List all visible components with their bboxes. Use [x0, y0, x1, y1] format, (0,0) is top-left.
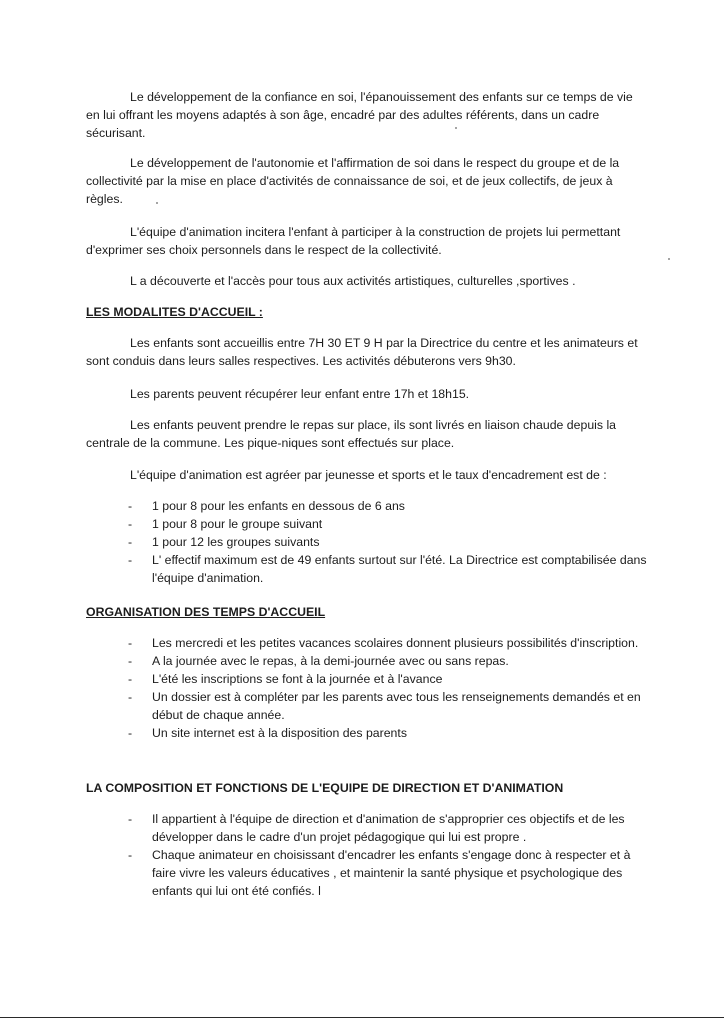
- modalites-paragraph-1: Les enfants sont accueillis entre 7H 30 ET 9 H par la Directrice du centre et les animateurs et sont conduis dans leurs salles respectives. Les activités débuterons vers 9h30.: [86, 336, 638, 368]
- scan-speck: [455, 127, 457, 129]
- section-heading-composition: LA COMPOSITION ET FONCTIONS DE L'EQUIPE DE DIRECTION ET D'ANIMATION: [86, 781, 564, 795]
- list-item: - 1 pour 8 pour les enfants en dessous de 6 ans: [128, 497, 648, 515]
- composition-list: [128, 810, 648, 900]
- list-item: - Un site internet est à la disposition des parents: [128, 724, 648, 742]
- section-heading-organisation: ORGANISATION DES TEMPS D'ACCUEIL: [86, 605, 326, 619]
- list-item: - L' effectif maximum est de 49 enfants surtout sur l'été. La Directrice est comptabilisée dans l'équipe d'animation.: [128, 551, 648, 587]
- intro-paragraph-4: L a découverte et l'accès pour tous aux activités artistiques, culturelles ,sportives .: [130, 274, 576, 288]
- list-item: - Les mercredi et les petites vacances scolaires donnent plusieurs possibilités d'inscription.: [128, 634, 648, 652]
- list-item: - 1 pour 8 pour le groupe suivant: [128, 515, 648, 533]
- list-item: - Il appartient à l'équipe de direction et d'animation de s'approprier ces objectifs et de les développer dans le cadre d'un projet pédagogique qui lui est propre .: [128, 810, 648, 846]
- intro-paragraph-2: Le développement de l'autonomie et l'affirmation de soi dans le respect du groupe et de la collectivité par la mise en place d'activités de connaissance de soi, et de jeux collectifs, de jeux à règles.: [86, 156, 620, 206]
- encadrement-list: [128, 497, 648, 587]
- modalites-paragraph-2: Les parents peuvent récupérer leur enfant entre 17h et 18h15.: [130, 387, 470, 401]
- intro-paragraph-3: L'équipe d'animation incitera l'enfant à participer à la construction de projets lui permettant d'exprimer ses choix personnels dans le respect de la collectivité.: [86, 225, 621, 257]
- modalites-paragraph-3: Les enfants peuvent prendre le repas sur place, ils sont livrés en liaison chaude depuis la centrale de la commune. Les pique-niques sont effectués sur place.: [86, 418, 617, 450]
- section-heading-modalites: LES MODALITES D'ACCUEIL :: [86, 305, 263, 319]
- scan-speck: [668, 258, 670, 260]
- list-item: - Un dossier est à compléter par les parents avec tous les renseignements demandés et en début de chaque année.: [128, 688, 648, 724]
- list-item: - 1 pour 12 les groupes suivants: [128, 533, 648, 551]
- list-item: - Chaque animateur en choisissant d'encadrer les enfants s'engage donc à respecter et à faire vivre les valeurs éducatives , et maintenir la santé physique et psychologique des enfants qui lui ont été confiés. l: [128, 846, 648, 900]
- list-item: - A la journée avec le repas, à la demi-journée avec ou sans repas.: [128, 652, 648, 670]
- scan-bottom-edge: [0, 1017, 724, 1018]
- intro-paragraph-1: Le développement de la confiance en soi, l'épanouissement des enfants sur ce temps de vie en lui offrant les moyens adaptés à son âge, encadré par des adultes référents, dans un cadre sécurisant.: [86, 90, 633, 140]
- list-item: - L'été les inscriptions se font à la journée et à l'avance: [128, 670, 648, 688]
- organisation-list: [128, 634, 648, 742]
- modalites-paragraph-4: L'équipe d'animation est agréer par jeunesse et sports et le taux d'encadrement est de :: [130, 468, 607, 482]
- scan-speck: [156, 202, 158, 204]
